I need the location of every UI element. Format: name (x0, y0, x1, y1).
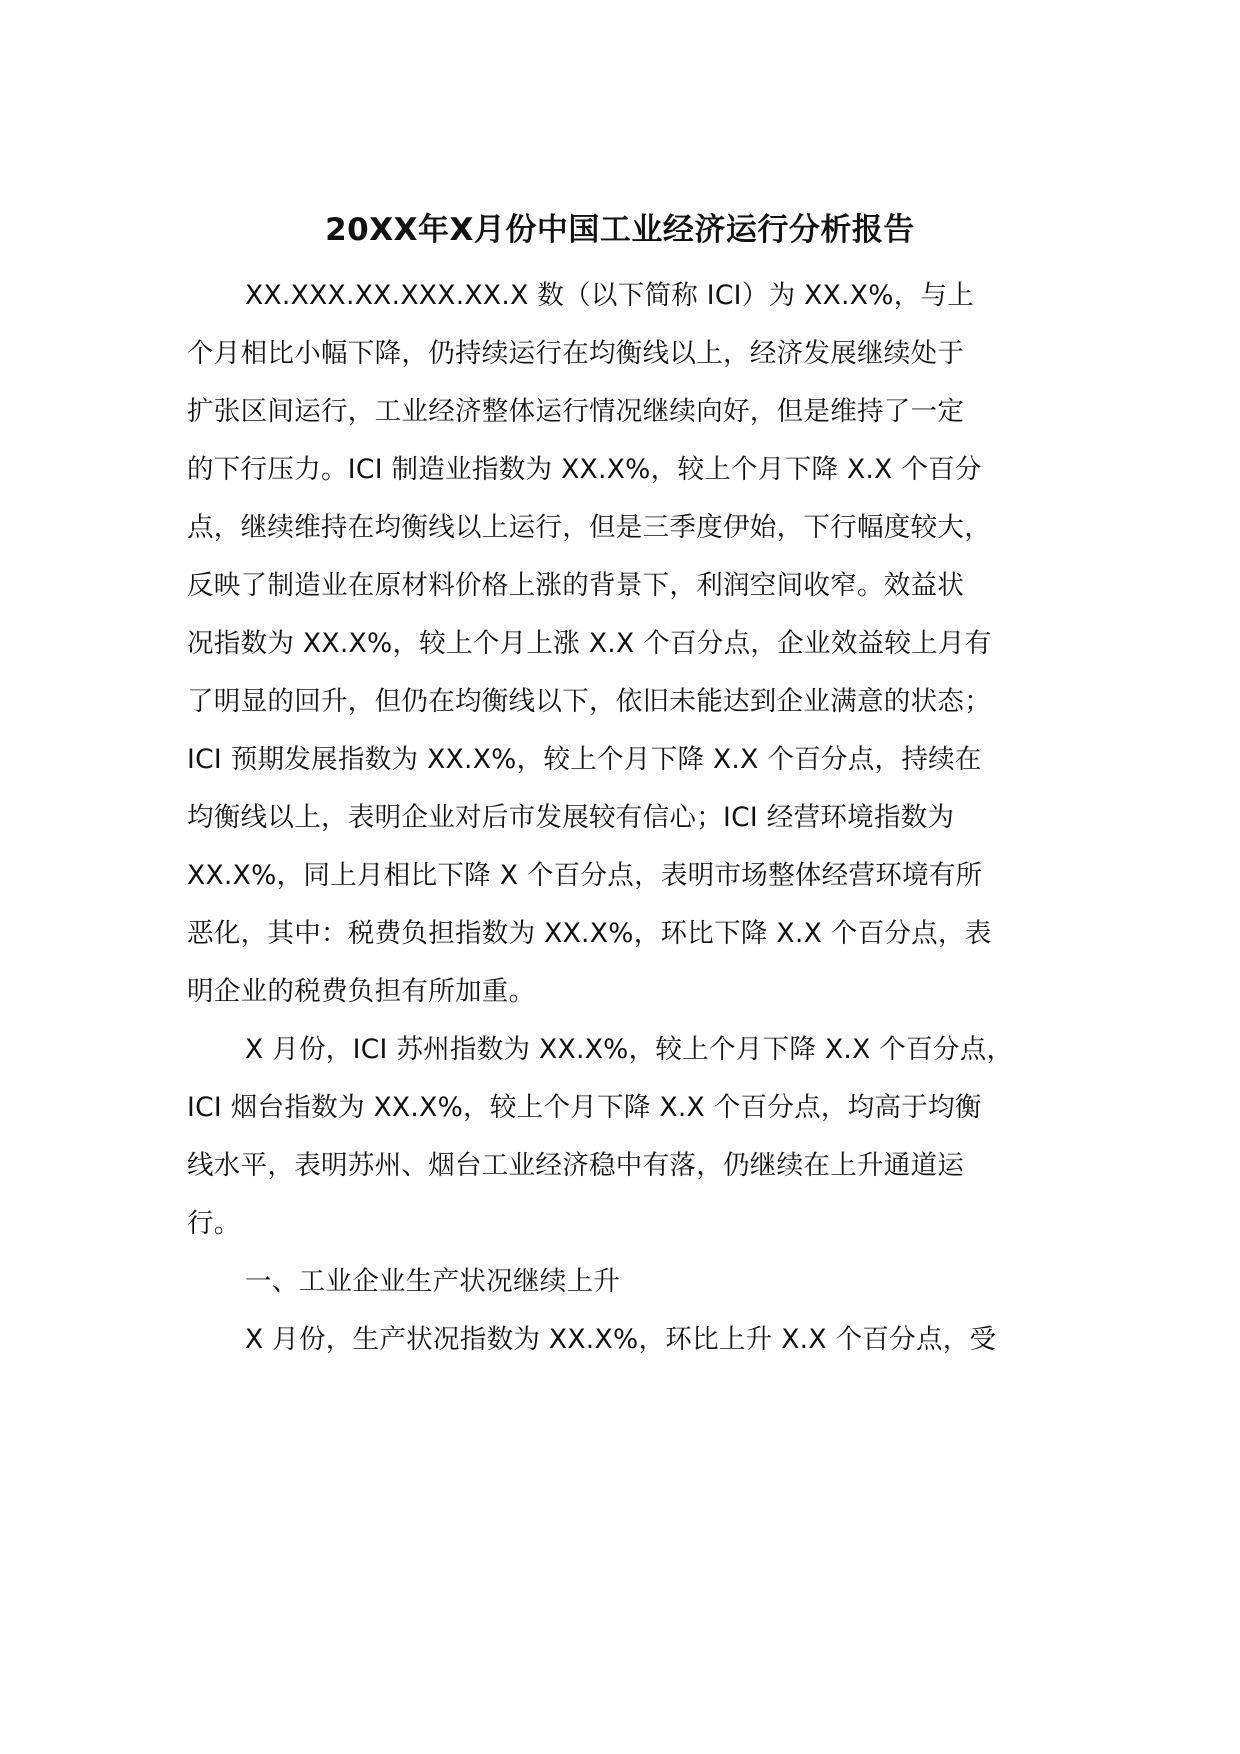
body-line: 了明显的回升，但仍在均衡线以下，依旧未能达到企业满意的状态； (187, 686, 991, 717)
body-line: 反映了制造业在原材料价格上涨的背景下，利润空间收窄。效益状 (187, 570, 965, 601)
body-line: 点，继续维持在均衡线以上运行，但是三季度伊始，下行幅度较大， (187, 512, 991, 543)
body-line: 均衡线以上，表明企业对后市发展较有信心；ICI 经营环境指数为 (187, 802, 955, 833)
body-line: X 月份，ICI 苏州指数为 XX.X%，较上个月下降 X.X 个百分点， (245, 1034, 1014, 1065)
body-line: 明企业的税费负担有所加重。 (187, 976, 536, 1007)
body-line: X 月份，生产状况指数为 XX.X%，环比上升 X.X 个百分点，受 (245, 1324, 997, 1355)
body-line: ICI 烟台指数为 XX.X%，较上个月下降 X.X 个百分点，均高于均衡 (187, 1092, 982, 1123)
body-line: 恶化，其中：税费负担指数为 XX.X%，环比下降 X.X 个百分点，表 (187, 918, 992, 949)
body-line: 行。 (187, 1208, 241, 1239)
body-line: 个月相比小幅下降，仍持续运行在均衡线以上，经济发展继续处于 (187, 338, 965, 369)
document-title: 20XX年X月份中国工业经济运行分析报告 (325, 212, 915, 248)
section-heading: 一、工业企业生产状况继续上升 (245, 1266, 621, 1297)
body-line: 的下行压力。ICI 制造业指数为 XX.X%，较上个月下降 X.X 个百分 (187, 454, 982, 485)
body-line: 扩张区间运行，工业经济整体运行情况继续向好，但是维持了一定 (187, 396, 965, 427)
body-line: ICI 预期发展指数为 XX.X%，较上个月下降 X.X 个百分点，持续在 (187, 744, 982, 775)
body-line: 况指数为 XX.X%，较上个月上涨 X.X 个百分点，企业效益较上月有 (187, 628, 992, 659)
body-line: XX.XXX.XX.XXX.XX.X 数（以下简称 ICI）为 XX.X%，与上 (245, 280, 975, 311)
body-line: 线水平，表明苏州、烟台工业经济稳中有落，仍继续在上升通道运 (187, 1150, 965, 1181)
body-line: XX.X%，同上月相比下降 X 个百分点，表明市场整体经营环境有所 (187, 860, 983, 891)
